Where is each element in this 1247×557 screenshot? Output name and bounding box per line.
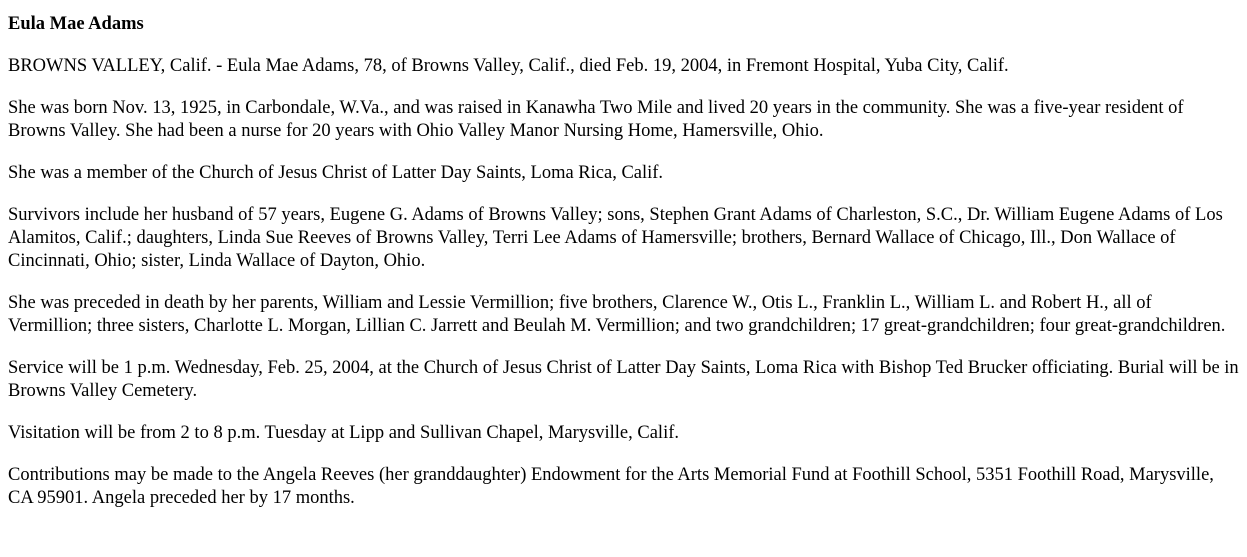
paragraph-service: Service will be 1 p.m. Wednesday, Feb. 25, 2004, at the Church of Jesus Christ of Latter Day Saints, Loma Rica with Bishop Ted Brucker officiating. Burial will be in Browns Valley Cemetery. (8, 358, 1239, 401)
paragraph-contributions: Contributions may be made to the Angela Reeves (her granddaughter) Endowment for the Arts Memorial Fund at Foothill School, 5351 Foothill Road, Marysville, CA 95901. Angela preceded her by 17 months. (8, 465, 1214, 508)
paragraph-church-membership: She was a member of the Church of Jesus Christ of Latter Day Saints, Loma Rica, Calif. (8, 163, 664, 183)
obituary-title: Eula Mae Adams (8, 14, 144, 34)
paragraph-biography: She was born Nov. 13, 1925, in Carbondale, W.Va., and was raised in Kanawha Two Mile and lived 20 years in the community. She was a five-year resident of Browns Valley. She had been a nurse for 20 years with Ohio Valley Manor Nursing Home, Hamersville, Ohio. (8, 98, 1184, 141)
paragraph-visitation: Visitation will be from 2 to 8 p.m. Tuesday at Lipp and Sullivan Chapel, Marysville, Calif. (8, 423, 679, 443)
paragraph-preceded-in-death: She was preceded in death by her parents, William and Lessie Vermillion; five brothers, Clarence W., Otis L., Franklin L., William L. and Robert H., all of Vermillion; three sisters, Charlotte L. Morgan, Lillian C. Jarrett and Beulah M. Vermillion; and two grandchildren; 17 great-grandchildren; four great-grandchildren. (8, 293, 1226, 336)
paragraph-death-notice: BROWNS VALLEY, Calif. - Eula Mae Adams, 78, of Browns Valley, Calif., died Feb. 19, 2004, in Fremont Hospital, Yuba City, Calif. (8, 56, 1009, 76)
paragraph-survivors: Survivors include her husband of 57 years, Eugene G. Adams of Browns Valley; sons, Stephen Grant Adams of Charleston, S.C., Dr. William Eugene Adams of Los Alamitos, Calif.; daughters, Linda Sue Reeves of Browns Valley, Terri Lee Adams of Hamersville; brothers, Bernard Wallace of Chicago, Ill., Don Wallace of Cincinnati, Ohio; sister, Linda Wallace of Dayton, Ohio. (8, 205, 1223, 271)
obituary-article (8, 13, 1239, 510)
